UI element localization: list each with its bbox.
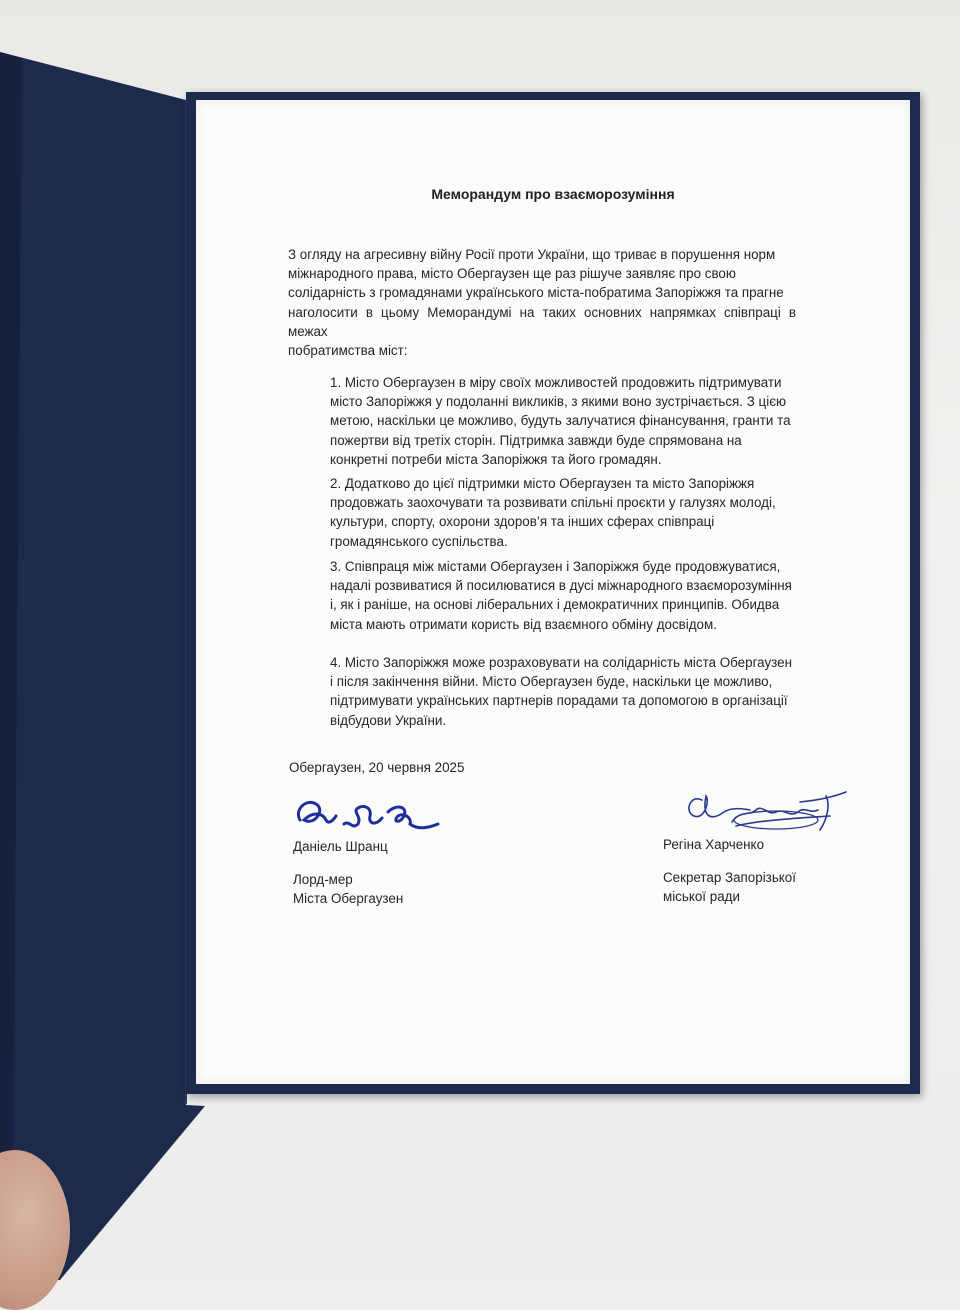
intro-paragraph bbox=[288, 245, 796, 360]
point-line: продовжать заохочувати та розвивати спільні проєкти у галузях молоді, bbox=[330, 495, 776, 511]
point-line: 1. Місто Обергаузен в міру своїх можливостей продовжить підтримувати bbox=[330, 375, 782, 390]
point-line: відбудови України. bbox=[330, 712, 447, 728]
right-signatory-block bbox=[663, 835, 796, 906]
point-line: міста мають отримати користь від взаємного обміну досвідом. bbox=[330, 616, 717, 632]
intro-line: солідарність з громадянами українського міста-побратима Запоріжжя та прагне bbox=[288, 285, 784, 301]
right-signatory-name: Регіна Харченко bbox=[663, 837, 765, 852]
intro-line: наголосити в цьому Меморандумі на таких основних напрямках співпраці в межах bbox=[288, 304, 796, 339]
point-line: 4. Місто Запоріжжя може розраховувати на солідарність міста Обергаузен bbox=[330, 655, 792, 670]
point-line: і, як і раніше, на основі ліберальних і демократичних принципів. Обидва bbox=[330, 597, 780, 613]
left-signatory-role bbox=[293, 870, 403, 908]
document-title: Меморандум про взаєморозуміння bbox=[431, 186, 675, 202]
point-line: культури, спорту, охорони здоров’я та інших сферах співпраці bbox=[330, 514, 715, 530]
point-line: 2. Додатково до цієї підтримки місто Обергаузен та місто Запоріжжя bbox=[330, 476, 755, 491]
point-line: місто Запоріжжя у подоланні викликів, з якими воно зустрічається. З цією bbox=[330, 394, 787, 410]
point-line: підтримувати українських партнерів порадами та допомогою в організації bbox=[330, 693, 788, 709]
intro-line: З огляду на агресивну війну Росії проти України, що триває в порушення норм bbox=[288, 247, 776, 262]
point-line: метою, наскільки це можливо, будуть залучатися фінансування, гранти та bbox=[330, 413, 791, 429]
right-handwritten-signature bbox=[680, 782, 850, 842]
intro-line: міжнародного права, місто Обергаузен ще раз рішуче заявляє про свою bbox=[288, 266, 736, 282]
role-line: Міста Обергаузен bbox=[293, 891, 404, 906]
point-4 bbox=[330, 653, 816, 730]
left-handwritten-signature bbox=[292, 790, 452, 840]
role-line: Секретар Запорізької bbox=[663, 870, 796, 885]
place-and-date: Обергаузен, 20 червня 2025 bbox=[289, 760, 465, 775]
memorandum-page bbox=[196, 100, 910, 1084]
point-3 bbox=[330, 557, 816, 634]
intro-line: побратимства міст: bbox=[288, 343, 408, 359]
role-line: міської ради bbox=[663, 889, 740, 904]
point-line: пожертви від третіх сторін. Підтримка завжди буде спрямована на bbox=[330, 432, 742, 448]
left-signatory-block bbox=[293, 837, 403, 908]
left-signatory-name: Даніель Шранц bbox=[293, 839, 388, 854]
point-1 bbox=[330, 373, 816, 469]
point-line: надалі розвиватися й посилюватися в дусі міжнародного взаєморозуміння bbox=[330, 578, 792, 594]
role-line: Лорд-мер bbox=[293, 872, 353, 887]
point-line: і після закінчення війни. Місто Обергаузен буде, наскільки це можливо, bbox=[330, 674, 773, 690]
point-line: 3. Співпраця між містами Обергаузен і Запоріжжя буде продовжуватися, bbox=[330, 559, 781, 574]
point-line: громадянського суспільства. bbox=[330, 533, 508, 549]
right-signatory-role bbox=[663, 868, 796, 906]
point-2 bbox=[330, 474, 816, 551]
point-line: конкретні потреби міста Запоріжжя та його громадян. bbox=[330, 451, 662, 467]
